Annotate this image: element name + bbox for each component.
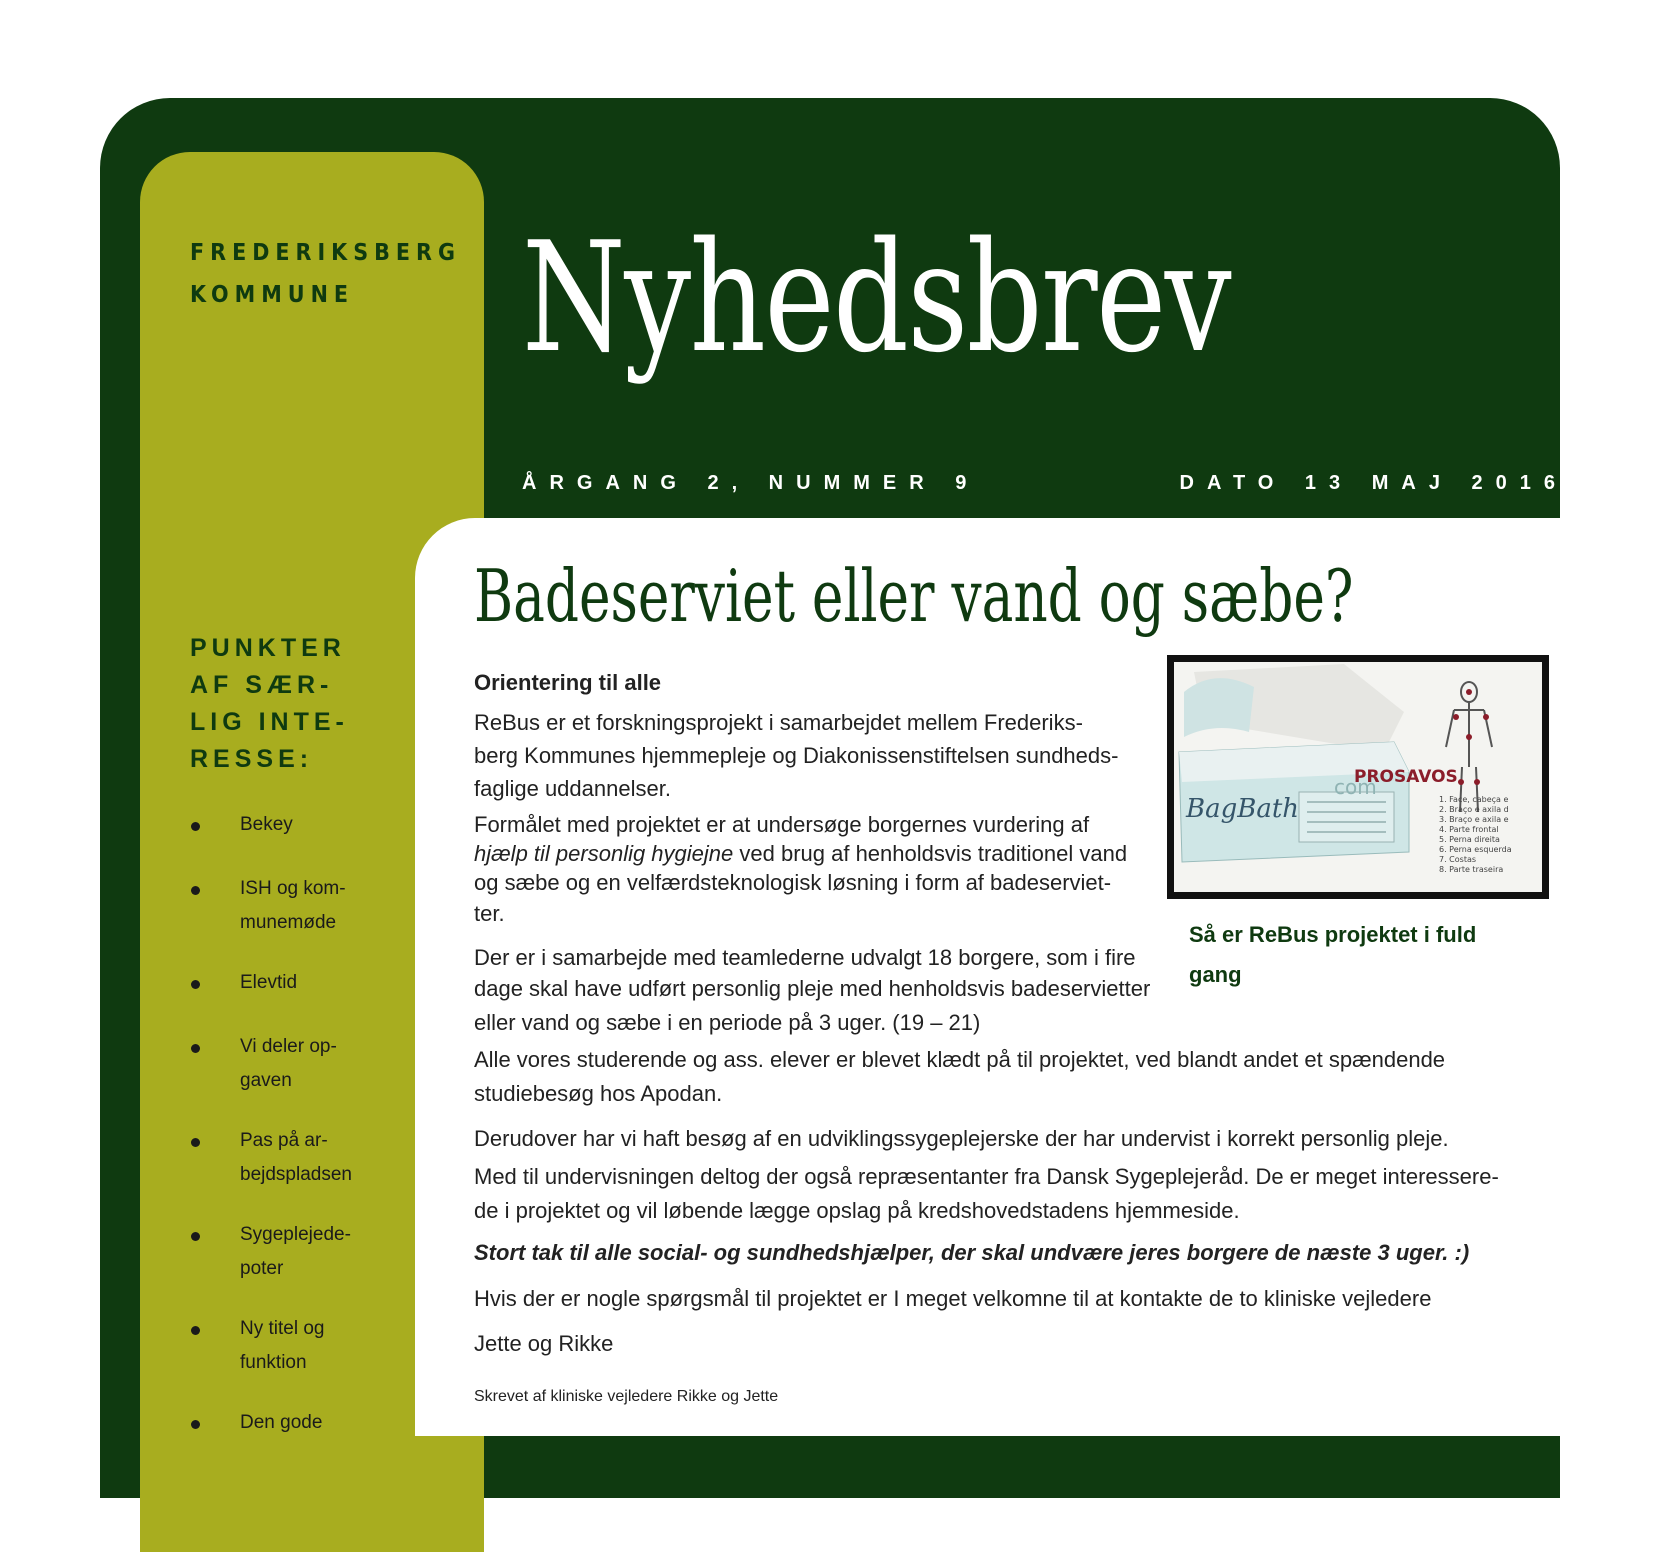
- product-name: BagBath: [1186, 794, 1300, 824]
- product-photo: [1167, 655, 1549, 899]
- organization-name: [190, 232, 461, 316]
- paragraph-contact: Hvis der er nogle spørgsmål til projektet er I meget velkomne til at kontakte de to kliniske vejledere: [474, 1286, 1432, 1311]
- sidebar-heading: [190, 630, 349, 778]
- list-item: Elevtid: [190, 966, 390, 1000]
- interest-points-list: [190, 808, 390, 1440]
- list-item: Vi deler op- gaven: [190, 1030, 390, 1098]
- list-item: Sygeplejede- poter: [190, 1218, 390, 1286]
- svg-text:7. Costas: 7. Costas: [1439, 855, 1477, 864]
- bagbath-illustration: [1174, 662, 1542, 892]
- thank-you-note: Stort tak til alle social- og sundhedshjælper, der skal undvære jeres borgere de næste 3 uger. :): [474, 1240, 1470, 1265]
- brand-name: PROSAVOS: [1354, 767, 1458, 787]
- svg-text:8. Parte traseira: 8. Parte traseira: [1439, 865, 1504, 874]
- issue-date: DATO 13 MAJ 2016: [1179, 472, 1568, 494]
- sidebar-heading-line: LIG INTE-: [190, 708, 349, 736]
- product-suffix: com: [1334, 775, 1377, 799]
- list-item: Ny titel og funktion: [190, 1312, 390, 1380]
- sidebar-heading-line: AF SÆR-: [190, 671, 334, 699]
- list-item: ISH og kom- munemøde: [190, 872, 390, 940]
- article-subheading: Orientering til alle: [474, 670, 662, 695]
- contact-names: Jette og Rikke: [474, 1331, 614, 1356]
- list-item: Bekey: [190, 808, 390, 842]
- svg-text:5. Perna direita: 5. Perna direita: [1439, 835, 1500, 844]
- org-line-2: KOMMUNE: [190, 282, 355, 308]
- org-line-1: FREDERIKSBERG: [190, 240, 461, 266]
- sidebar-heading-line: PUNKTER: [190, 634, 346, 662]
- svg-text:4. Parte frontal: 4. Parte frontal: [1439, 825, 1499, 834]
- newsletter-title: Nyhedsbrev: [522, 209, 1231, 386]
- list-item: Den gode: [190, 1406, 390, 1440]
- svg-text:6. Perna esquerda: 6. Perna esquerda: [1439, 845, 1512, 854]
- paragraph-dsr: Med til undervisningen deltog der også repræsentanter fra Dansk Sygeplejeråd. De er meget interessere- de i projektet og vil løbende lægge opslag på kredshovedstadens hjemmeside.: [474, 1164, 1499, 1223]
- byline: Skrevet af kliniske vejledere Rikke og Jette: [474, 1388, 779, 1405]
- article-headline: Badeserviet eller vand og sæbe?: [474, 554, 1354, 638]
- paragraph-visit: Derudover har vi haft besøg af en udviklingssygeplejerske der har undervist i korrekt personlig pleje.: [474, 1126, 1449, 1151]
- svg-text:3. Braço e axila e: 3. Braço e axila e: [1439, 815, 1509, 824]
- paragraph-students: Alle vores studerende og ass. elever er blevet klædt på til projektet, ved blandt andet et spændende studiebesøg hos Apodan.: [474, 1047, 1446, 1106]
- svg-text:1. Face, cabeça e: 1. Face, cabeça e: [1439, 795, 1509, 804]
- paragraph-participants: Der er i samarbejde med teamlederne udvalgt 18 borgere, som i fire dage skal have udført personlig pleje med henholdsvis badeservietter eller vand og sæbe i en periode på 3 uger. (19 – 21): [474, 945, 1151, 1035]
- issue-number: ÅRGANG 2, NUMMER 9: [522, 472, 980, 494]
- sidebar-heading-line: RESSE:: [190, 745, 314, 773]
- paragraph-purpose: Formålet med projektet er at undersøge borgernes vurdering af hjælp til personlig hygiejne ved brug af henholdsvis traditionel vand og sæbe og en velfærdsteknologisk løsning i form af badeserviet- ter.: [474, 812, 1128, 926]
- photo-caption: Så er ReBus projektet i fuld gang: [1189, 922, 1477, 987]
- svg-text:2. Braço e axila d: 2. Braço e axila d: [1439, 805, 1509, 814]
- paragraph-intro: ReBus er et forskningsprojekt i samarbejdet mellem Frederiks- berg Kommunes hjemmepleje og Diakonissenstiftelsen sundheds- faglige uddannelser.: [474, 710, 1119, 801]
- list-item: Pas på ar- bejdspladsen: [190, 1124, 390, 1192]
